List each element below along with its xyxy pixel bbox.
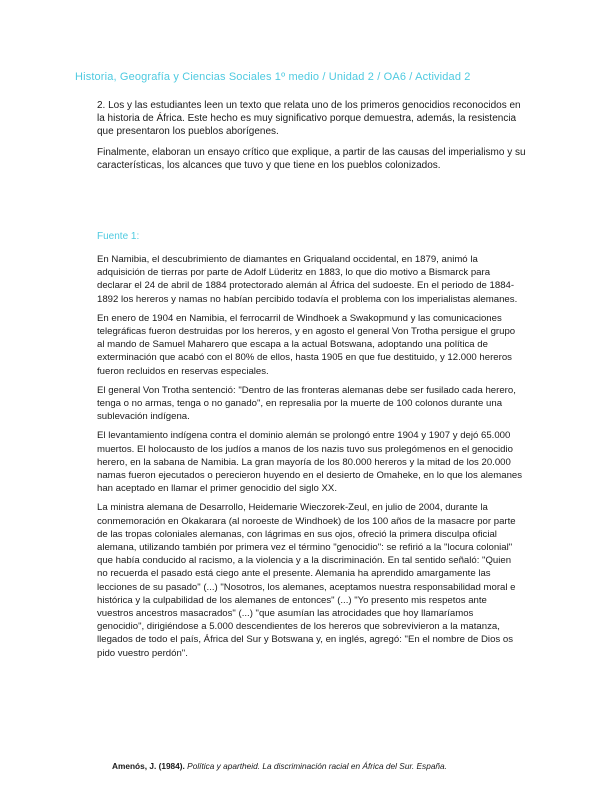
- source-paragraph-2: En enero de 1904 en Namibia, el ferrocarril de Windhoek a Swakopmund y las comunicaciones telegráficas fueron destruidas por los hereros, y en agosto el general Von Trotha persigue el grupo al mando de Samuel Maharero que escapa a la actual Botswana, adoptando una política de exterminación que acabó con el 80% de ellos, hasta 1905 en que fue destituido, y 12.000 hereros fueron recluidos en reservas especiales.: [97, 312, 516, 377]
- citation-author: Amenós, J. (1984).: [112, 761, 185, 771]
- source-paragraph-1: En Namibia, el descubrimiento de diamantes en Griqualand occidental, en 1879, animó la adquisición de tierras por parte de Adolf Lüderitz en 1883, lo que dio motivo a Bismarck para declarar el 24 de abril de 1884 protectorado alemán al África del sudoeste. En el periodo de 1884-1892 los hereros y namas no habían percibido todavía el problema con los imperialistas alemanes.: [97, 254, 518, 305]
- source-paragraph-4: El levantamiento indígena contra el dominio alemán se prolongó entre 1904 y 1907 y dejó 65.000 muertos. El holocausto de los judíos a manos de los nazis tuvo sus prolegómenos en el genocidio herero, en la sabana de Namibia. La gran mayoría de los 80.000 hereros y la mitad de los 20.000 namas fueron ejecutados o perecieron huyendo en el desierto de Omaheke, en lo que los alemanes han aceptado en llamar el primer genocidio del siglo XX.: [97, 430, 523, 495]
- source-label: Fuente 1:: [97, 231, 140, 242]
- source-paragraph-5: La ministra alemana de Desarrollo, Heidemarie Wieczorek-Zeul, en julio de 2004, durante la conmemoración en Okakarara (al noroeste de Windhoek) de los 100 años de la masacre por parte de las tropas coloniales alemanas, con lágrimas en sus ojos, ofreció la primera disculpa oficial alemana, utilizando también por primera vez el término "genocidio": se refirió a la "locura colonial" que había conducido al racismo, a la violencia y a la discriminación. En tal sentido señaló: "Quien no recuerda el pasado está ciego ante el presente. Alemania ha aprendido amargamente las lecciones de su pasado" (...) "Nosotros, los alemanes, aceptamos nuestra responsabilidad moral e histórica y la culpabilidad de los alemanes de entonces" (...) "Yo presento mis respetos ante vuestros ancestros masacrados" (...) "que asumían las atrocidades que hoy llamaríamos genocidio", dirigiéndose a 5.000 descendientes de los hereros que sobrevivieron a la matanza, llegados de todo el país, África del Sur y Botswana y, en inglés, agregó: "En el nombre de Dios os pido vuestro perdón".: [97, 502, 516, 659]
- source-text: [97, 253, 523, 666]
- citation-work: Política y apartheid. La discriminación racial en África del Sur. España.: [187, 761, 447, 771]
- source-paragraph-3: El general Von Trotha sentenció: "Dentro de las fronteras alemanas debe ser fusilado cada herero, tenga o no armas, tenga o no ganado", en represalia por la muerte de 100 colonos durante una sublevación indígena.: [97, 384, 516, 423]
- citation: [112, 761, 447, 771]
- activity-intro: [97, 99, 527, 180]
- activity-task: Finalmente, elaboran un ensayo crítico que explique, a partir de las causas del imperialismo y su características, los alcances que tuvo y que tiene en los pueblos colonizados.: [97, 147, 526, 171]
- page-header: Historia, Geografía y Ciencias Sociales 1º medio / Unidad 2 / OA6 / Actividad 2: [75, 71, 471, 83]
- activity-instruction: 2. Los y las estudiantes leen un texto que relata uno de los primeros genocidios reconocidos en la historia de África. Este hecho es muy significativo porque demuestra, además, la resistencia que presentaron los pueblos aborígenes.: [97, 100, 521, 137]
